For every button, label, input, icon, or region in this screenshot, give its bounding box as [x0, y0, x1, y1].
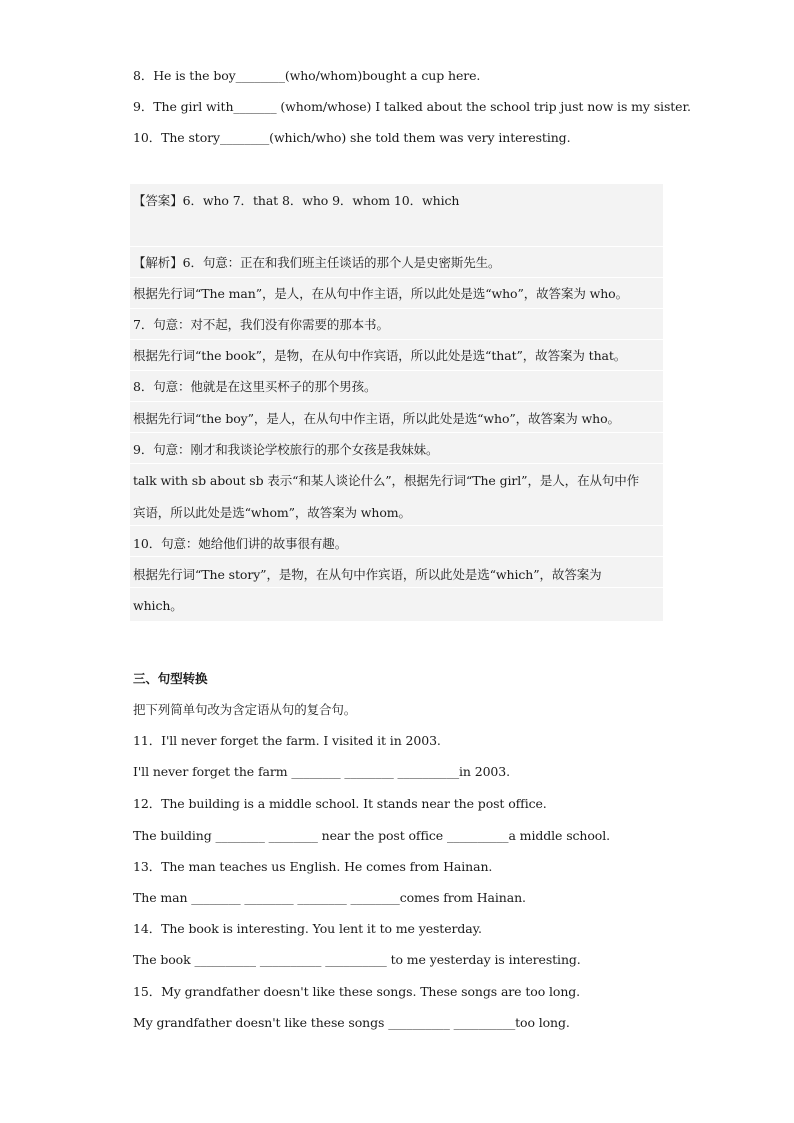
exercise-line: 11．I'll never forget the farm. I visited it in 2003. [133, 733, 441, 748]
analysis-line: 根据先行词“The story”，是物，在从句中作宾语，所以此处是选“which”，故答案为 [133, 567, 602, 582]
exercise-line: 12．The building is a middle school. It stands near the post office. [133, 796, 547, 811]
exercise-line: The book __________ __________ __________ to me yesterday is interesting. [133, 952, 581, 967]
analysis-line: 7．句意：对不起，我们没有你需要的那本书。 [133, 317, 389, 332]
analysis-line: talk with sb about sb 表示“和某人谈论什么”，根据先行词“The girl”，是人，在从句中作 [133, 473, 640, 488]
exercise-line: 15．My grandfather doesn't like these songs. These songs are too long. [133, 984, 581, 999]
analysis-line: 【解析】6．句意：正在和我们班主任谈话的那个人是史密斯先生。 [133, 255, 501, 270]
divider [130, 432, 663, 433]
divider [130, 463, 663, 464]
exercise-line: 13．The man teaches us English. He comes from Hainan. [133, 859, 493, 874]
section-heading: 三、句型转换 [133, 671, 208, 686]
divider [130, 308, 663, 309]
analysis-line: which。 [133, 598, 183, 613]
divider [130, 246, 663, 247]
analysis-line: 8．句意：他就是在这里买杯子的那个男孩。 [133, 379, 377, 394]
question-8: 8．He is the boy________(who/whom)bought a cup here. [133, 68, 481, 83]
divider [130, 339, 663, 340]
answer-line: 【答案】6．who 7．that 8．who 9．whom 10．which [133, 193, 460, 208]
exercise-line: 14．The book is interesting. You lent it to me yesterday. [133, 921, 482, 936]
analysis-line: 根据先行词“the boy”，是人，在从句中作主语，所以此处是选“who”，故答案为 who。 [133, 411, 620, 426]
analysis-line: 根据先行词“The man”，是人，在从句中作主语，所以此处是选“who”，故答案为 who。 [133, 286, 629, 301]
analysis-line: 10．句意：她给他们讲的故事很有趣。 [133, 536, 348, 551]
divider [130, 525, 663, 526]
question-9: 9．The girl with_______ (whom/whose) I talked about the school trip just now is my sister. [133, 99, 691, 114]
divider [130, 556, 663, 557]
exercise-line: The man ________ ________ ________ ________comes from Hainan. [133, 890, 526, 905]
analysis-line: 9．句意：刚才和我谈论学校旅行的那个女孩是我妹妹。 [133, 442, 439, 457]
exercise-line: I'll never forget the farm ________ ________ __________in 2003. [133, 764, 511, 779]
divider [130, 587, 663, 588]
section-instruction: 把下列简单句改为含定语从句的复合句。 [133, 702, 357, 717]
analysis-line: 根据先行词“the book”，是物，在从句中作宾语，所以此处是选“that”，故答案为 that。 [133, 348, 627, 363]
question-10: 10．The story________(which/who) she told them was very interesting. [133, 130, 571, 145]
analysis-line: 宾语，所以此处是选“whom”，故答案为 whom。 [133, 505, 411, 520]
exercise-line: The building ________ ________ near the post office __________a middle school. [133, 828, 610, 843]
divider [130, 401, 663, 402]
exercise-line: My grandfather doesn't like these songs __________ __________too long. [133, 1015, 570, 1030]
answer-box [130, 184, 663, 621]
divider [130, 277, 663, 278]
divider [130, 370, 663, 371]
